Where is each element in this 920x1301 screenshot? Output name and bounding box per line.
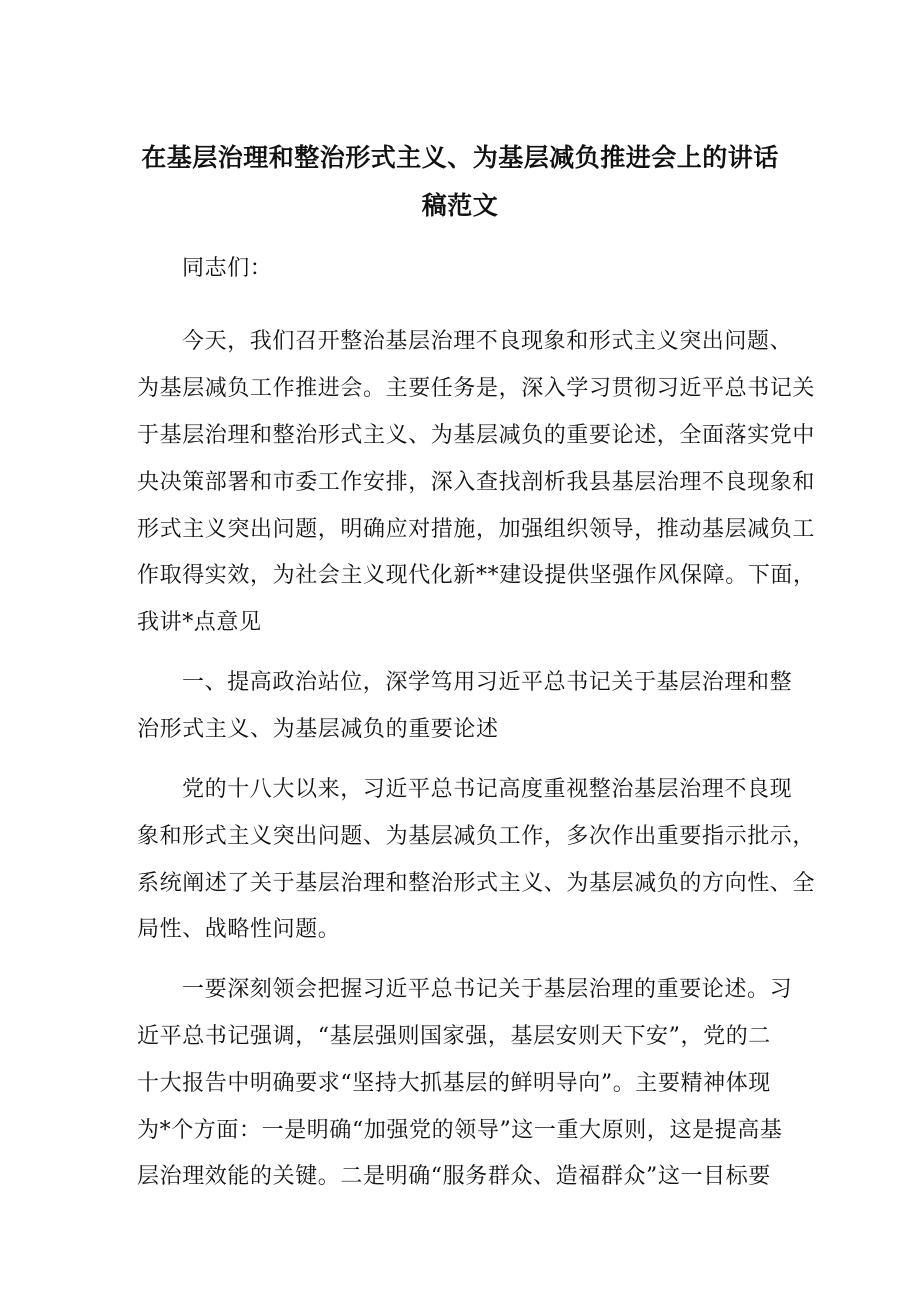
- paragraph-4-line-1: 一要深刻领会把握习近平总书记关于基层治理的重要论述。习: [182, 977, 793, 1002]
- document-title-line-2: 稿范文: [421, 191, 499, 220]
- paragraph-1-line-4: 央决策部署和市委工作安排，深入查找剖析我县基层治理不良现象和: [137, 470, 816, 495]
- paragraph-1-line-3: 于基层治理和整治形式主义、为基层减负的重要论述，全面落实党中: [137, 423, 816, 448]
- salutation: 同志们：: [182, 256, 273, 281]
- paragraph-3-line-1: 党的十八大以来，习近平总书记高度重视整治基层治理不良现: [182, 777, 793, 802]
- paragraph-4-line-3: 十大报告中明确要求“坚持大抓基层的鲜明导向”。主要精神体现: [137, 1071, 771, 1096]
- paragraph-4-line-5: 层治理效能的关键。二是明确“服务群众、造福群众”这一目标要: [137, 1164, 771, 1189]
- paragraph-3-line-4: 局性、战略性问题。: [137, 917, 341, 942]
- paragraph-1-line-2: 为基层减负工作推进会。主要任务是，深入学习贯彻习近平总书记关: [137, 376, 816, 401]
- paragraph-3-line-3: 系统阐述了关于基层治理和整治形式主义、为基层减负的方向性、全: [137, 871, 816, 896]
- paragraph-1-line-6: 作取得实效，为社会主义现代化新**建设提供坚强作风保障。下面，: [137, 563, 816, 588]
- section-heading-line-1: 一、提高政治站位，深学笃用习近平总书记关于基层治理和整: [182, 670, 793, 695]
- section-heading-line-2: 治形式主义、为基层减负的重要论述: [137, 717, 499, 742]
- paragraph-4-line-4: 为*个方面：一是明确“加强党的领导”这一重大原则，这是提高基: [137, 1118, 783, 1143]
- document-title-line-1: 在基层治理和整治形式主义、为基层减负推进会上的讲话: [141, 143, 779, 172]
- paragraph-4-line-2: 近平总书记强调，“基层强则国家强，基层安则天下安”，党的二: [137, 1024, 771, 1049]
- paragraph-1-line-5: 形式主义突出问题，明确应对措施，加强组织领导，推动基层减负工: [137, 517, 816, 542]
- paragraph-1-line-7: 我讲*点意见: [137, 610, 262, 635]
- paragraph-1-line-1: 今天，我们召开整治基层治理不良现象和形式主义突出问题、: [182, 329, 793, 354]
- paragraph-3-line-2: 象和形式主义突出问题、为基层减负工作，多次作出重要指示批示，: [137, 824, 816, 849]
